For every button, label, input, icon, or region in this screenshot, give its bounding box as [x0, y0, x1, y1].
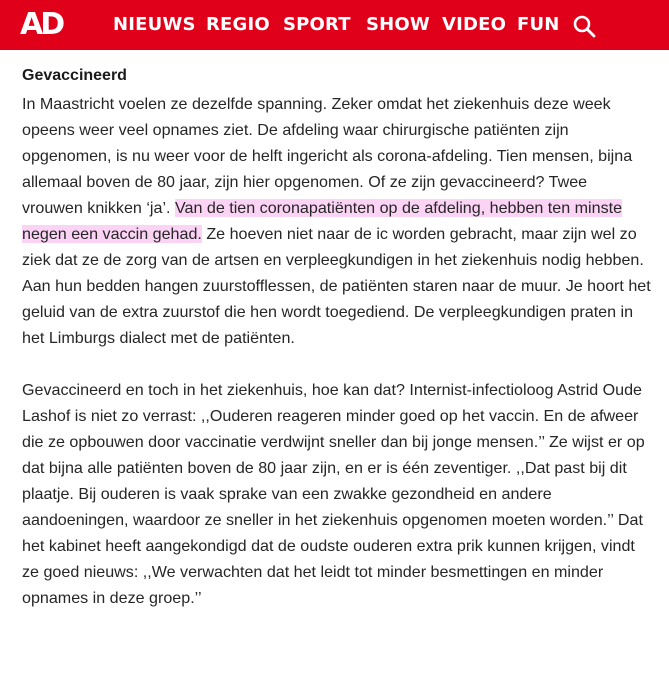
nav-item-nieuws[interactable]: NIEUWS	[113, 14, 196, 35]
nav-item-show[interactable]: SHOW	[366, 14, 430, 35]
top-nav-bar	[0, 0, 669, 50]
article-paragraph-1	[22, 91, 652, 351]
article-body	[22, 63, 652, 611]
nav-item-regio[interactable]: REGIO	[206, 14, 270, 35]
nav-item-fun[interactable]: FUN	[517, 14, 560, 35]
search-icon[interactable]	[572, 14, 596, 38]
paragraph-text: In Maastricht voelen ze dezelfde spanning. Zeker omdat het ziekenhuis deze week opeens weer veel opnames ziet. De afdeling waar chirurgische patiënten zijn opgenomen, is nu weer voor de helft ingericht als corona-afdeling. Tien mensen, bijna allemaal boven de 80 jaar, zijn hier opgenomen. Of ze zijn gevaccineerd? Twee vrouwen knikken ‘ja’.	[22, 95, 633, 217]
highlighted-text: Van de tien coronapatiënten op de afdeling, hebben ten minste negen een vaccin gehad.	[22, 199, 623, 243]
paragraph-text: Ze hoeven niet naar de ic worden gebracht, maar zijn wel zo ziek dat ze de zorg van de artsen en verpleegkundigen in het ziekenhuis nodig hebben. Aan hun bedden hangen zuurstofflessen, de patiënten staren naar de muur. Je hoort het geluid van de extra zuurstof die hen wordt toegediend. De verpleegkundigen praten in het Limburgs dialect met de patiënten.	[22, 225, 651, 347]
article-paragraph-2: Gevaccineerd en toch in het ziekenhuis, hoe kan dat? Internist-infectioloog Astrid Oude Lashof is niet zo verrast: ,,Ouderen reageren minder goed op het vaccin. En de afweer die ze opbouwen door vaccinatie verdwijnt sneller dan bij jonge mensen.’’ Ze wijst er op dat bijna alle patiënten boven de 80 jaar zijn, en er is één zeventiger. ,,Dat past bij dit plaatje. Bij ouderen is vaak sprake van een zwakke gezondheid en andere aandoeningen, waardoor ze sneller in het ziekenhuis opgenomen moeten worden.’’ Dat het kabinet heeft aangekondigd dat de oudste ouderen extra prik kunnen krijgen, vindt ze goed nieuws: ,,We verwachten dat het leidt tot minder besmettingen en minder opnames in deze groep.’’	[22, 381, 645, 607]
article-subheading: Gevaccineerd	[22, 67, 127, 84]
ad-logo[interactable]: AD	[20, 7, 63, 42]
nav-item-sport[interactable]: SPORT	[283, 14, 351, 35]
nav-item-video[interactable]: VIDEO	[442, 14, 507, 35]
